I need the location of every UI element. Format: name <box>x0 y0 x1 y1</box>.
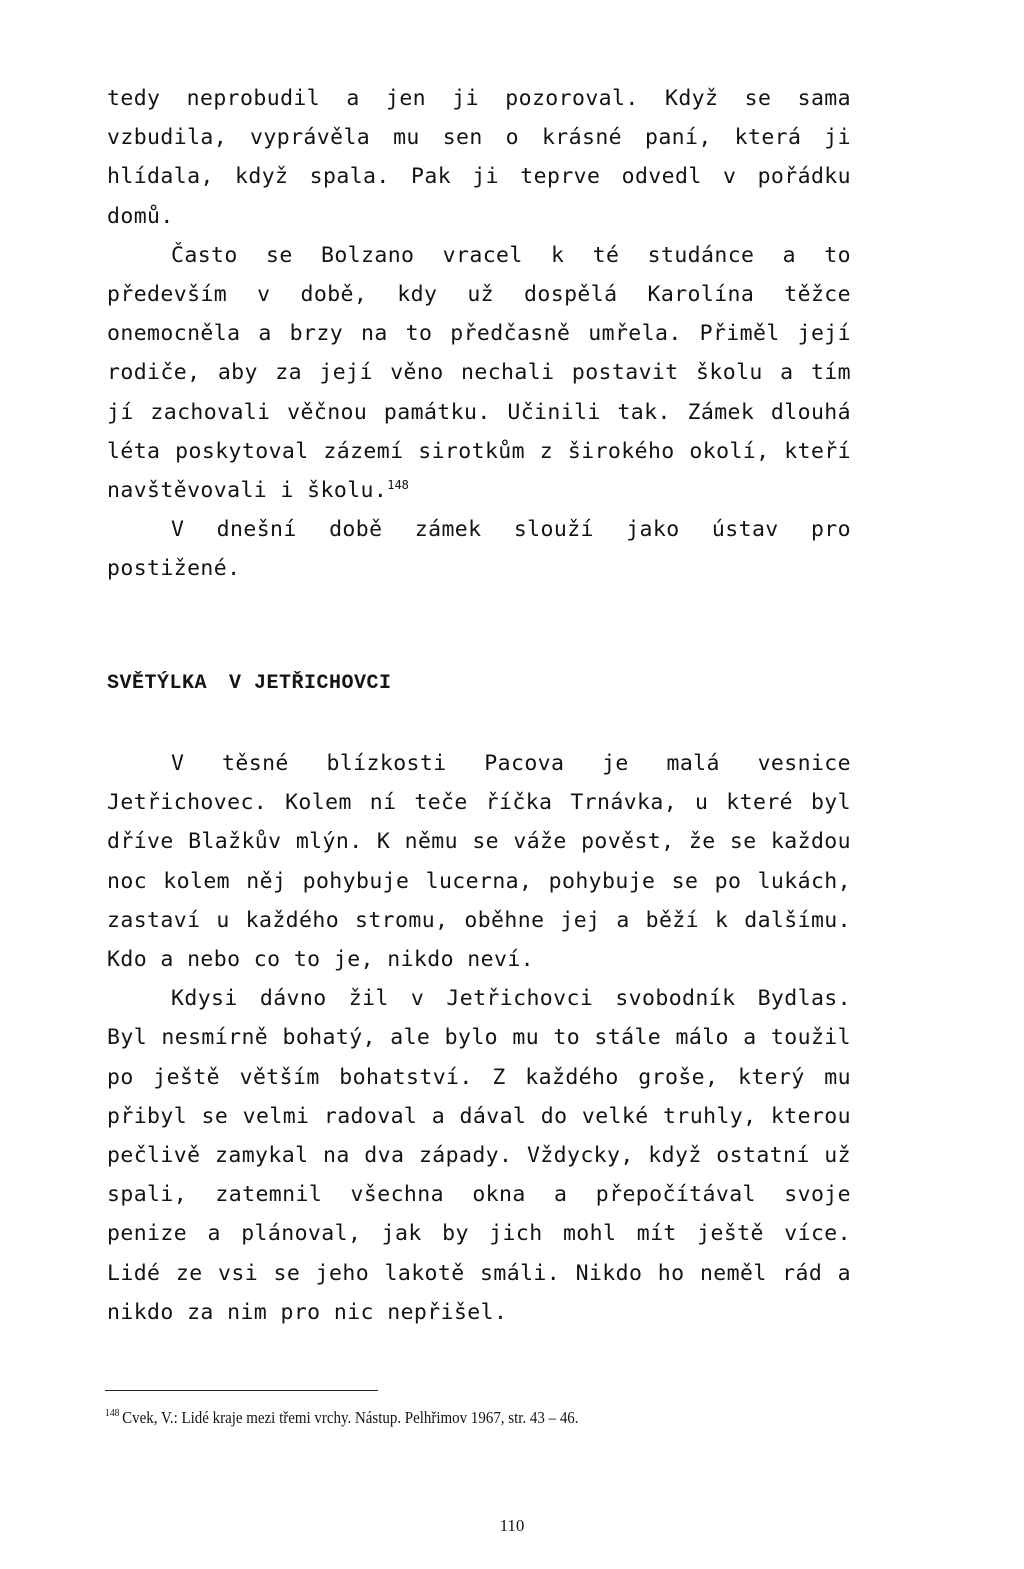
text-block-section <box>107 744 851 1332</box>
section-heading <box>107 672 392 695</box>
paragraph <box>107 236 851 510</box>
text-block-top <box>107 79 851 589</box>
paragraph-text: Často se Bolzano vracel k té studánce a to především v době, kdy už dospělá Karolína těžce onemocněla a brzy na to předčasně umřela. Přiměl její rodiče, aby za její věno nechali postavit školu a tím jí zachovali věčnou památku. Učinili tak. Zámek dlouhá léta poskytoval zázemí sirotkům z širokého okolí, kteří navštěvovali i školu. <box>107 242 851 504</box>
paragraph: tedy neprobudil a jen ji pozoroval. Když se sama vzbudila, vyprávěla mu sen o krásné paní, která ji hlídala, když spala. Pak ji teprve odvedl v pořádku domů. <box>107 86 851 229</box>
section-heading-part: V JETŘICHOVCI <box>229 672 392 695</box>
footnote <box>105 1407 774 1429</box>
paragraph: V dnešní době zámek slouží jako ústav pro postižené. <box>107 517 851 582</box>
footnote-reference: 148 <box>387 477 409 492</box>
footnote-text: Cvek, V.: Lidé kraje mezi třemi vrchy. Nástup. Pelhřimov 1967, str. 43 – 46. <box>122 1408 579 1427</box>
paragraph: V těsné blízkosti Pacova je malá vesnice Jetřichovec. Kolem ní teče říčka Trnávka, u které byl dříve Blažkův mlýn. K němu se váže pověst, že se každou noc kolem něj pohybuje lucerna, pohybuje se po lukách, zastaví u každého stromu, oběhne jej a běží k dalšímu. Kdo a nebo co to je, nikdo neví. <box>107 751 851 973</box>
paragraph: Kdysi dávno žil v Jetřichovci svobodník Bydlas. Byl nesmírně bohatý, ale bylo mu to stále málo a toužil po ještě větším bohatství. Z každého groše, který mu přibyl se velmi radoval a dával do velké truhly, kterou pečlivě zamykal na dva západy. Vždycky, když ostatní už spali, zatemnil všechna okna a přepočítával svoje penize a plánoval, jak by jich mohl mít ještě více. Lidé ze vsi se jeho lakotě smáli. Nikdo ho neměl rád a nikdo za nim pro nic nepřišel. <box>107 986 851 1325</box>
footnote-number: 148 <box>105 1407 120 1420</box>
footnote-divider <box>105 1390 378 1391</box>
page-number: 110 <box>499 1516 525 1535</box>
section-heading-part: SVĚTÝLKA <box>107 672 208 695</box>
